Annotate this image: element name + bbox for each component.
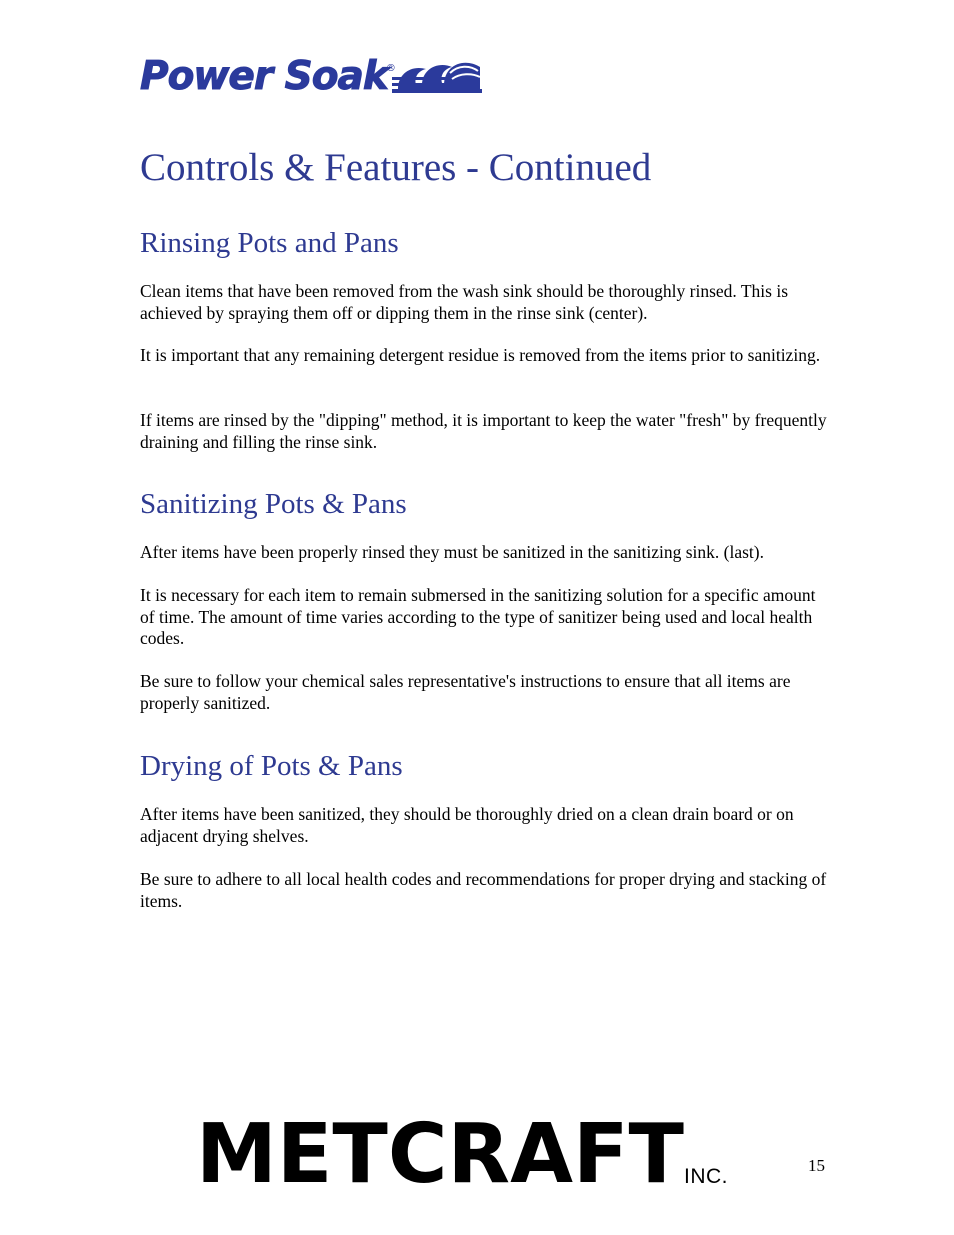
paragraph: Be sure to follow your chemical sales representative's instructions to ensure that all items are properly sanitized. bbox=[140, 671, 791, 713]
page-title: Controls & Features - Continued bbox=[140, 146, 652, 189]
wave-logo-icon bbox=[392, 55, 484, 95]
paragraph: After items have been properly rinsed they must be sanitized in the sanitizing sink. (last). bbox=[140, 542, 765, 562]
paragraph: Be sure to adhere to all local health codes and recommendations for proper drying and stacking of items. bbox=[140, 869, 827, 911]
brand-name: Power Soak bbox=[140, 54, 388, 99]
power-soak-logo bbox=[140, 52, 484, 99]
paragraph: After items have been sanitized, they should be thoroughly dried on a clean drain board or on adjacent drying shelves. bbox=[140, 804, 794, 846]
metcraft-logo bbox=[196, 1120, 686, 1186]
paragraph: Clean items that have been removed from the wash sink should be thoroughly rinsed. This is achieved by spraying them off or dipping them in the rinse sink (center). bbox=[140, 281, 789, 323]
metcraft-wordmark bbox=[196, 1120, 686, 1186]
section-heading-rinsing: Rinsing Pots and Pans bbox=[140, 227, 399, 259]
company-name: METCRAFT bbox=[196, 1120, 685, 1186]
paragraph: It is necessary for each item to remain submersed in the sanitizing solution for a specific amount of time. The amount of time varies according to the type of sanitizer being used and local health codes. bbox=[140, 585, 816, 648]
registered-mark: ® bbox=[385, 63, 396, 74]
page-number: 15 bbox=[808, 1156, 825, 1175]
paragraph: If items are rinsed by the "dipping" method, it is important to keep the water "fresh" by frequently draining and filling the rinse sink. bbox=[140, 410, 827, 452]
paragraph: It is important that any remaining detergent residue is removed from the items prior to sanitizing. bbox=[140, 345, 821, 365]
section-heading-sanitizing: Sanitizing Pots & Pans bbox=[140, 488, 407, 520]
company-suffix: INC. bbox=[684, 1165, 728, 1188]
section-heading-drying: Drying of Pots & Pans bbox=[140, 750, 403, 782]
